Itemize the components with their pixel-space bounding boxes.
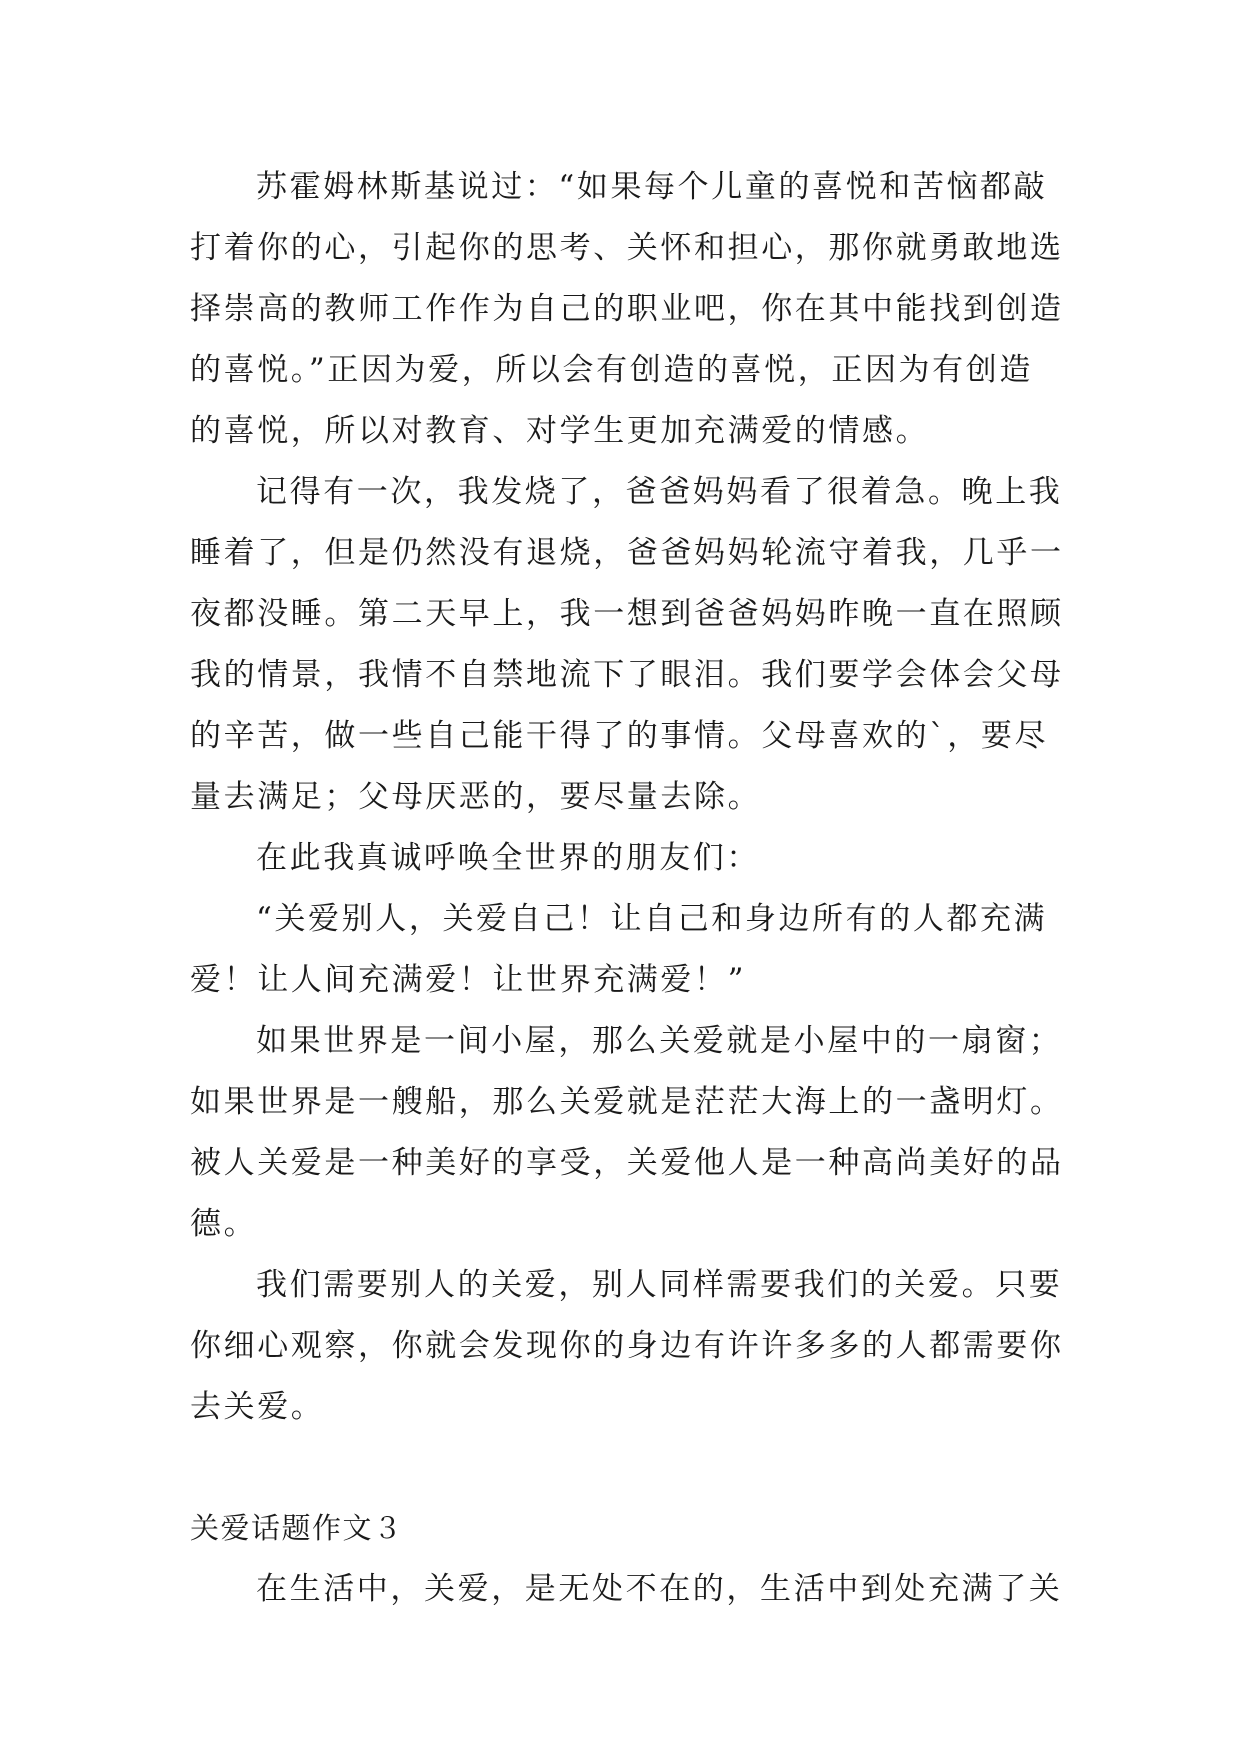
paragraph-1 — [190, 157, 1064, 462]
text-line: 择崇高的教师工作作为自己的职业吧，你在其中能找到创造 — [190, 291, 1064, 327]
paragraph-6 — [190, 1255, 1064, 1438]
text-line: 如果世界是一间小屋，那么关爱就是小屋中的一扇窗； — [256, 1023, 1063, 1059]
paragraph-2 — [190, 462, 1064, 828]
section-gap — [190, 1438, 1050, 1498]
text-line: 被人关爱是一种美好的享受，关爱他人是一种高尚美好的品 — [190, 1145, 1064, 1181]
text-line: 夜都没睡。第二天早上，我一想到爸爸妈妈昨晚一直在照顾 — [190, 596, 1064, 632]
text-line: 记得有一次，我发烧了，爸爸妈妈看了很着急。晚上我 — [256, 474, 1063, 510]
text-line: 量去满足；父母厌恶的，要尽量去除。 — [190, 779, 762, 815]
text-line: 如果世界是一艘船，那么关爱就是茫茫大海上的一盏明灯。 — [190, 1084, 1064, 1120]
text-line: 你细心观察，你就会发现你的身边有许许多多的人都需要你 — [190, 1328, 1064, 1364]
text-line: 我们需要别人的关爱，别人同样需要我们的关爱。只要 — [256, 1267, 1063, 1303]
text-line: 去关爱。 — [190, 1389, 325, 1425]
text-line: 的喜悦，所以对教育、对学生更加充满爱的情感。 — [190, 413, 930, 449]
text-line: 在此我真诚呼唤全世界的朋友们： — [256, 840, 760, 876]
text-line: “关爱别人，关爱自己！让自己和身边所有的人都充满 — [256, 901, 1048, 937]
text-line: 的辛苦，做一些自己能干得了的事情。父母喜欢的`，要尽 — [190, 718, 1049, 754]
text-line: 苏霍姆林斯基说过：“如果每个儿童的喜悦和苦恼都敲 — [256, 169, 1048, 205]
paragraph-5 — [190, 1011, 1064, 1255]
text-line: 睡着了，但是仍然没有退烧，爸爸妈妈轮流守着我，几乎一 — [190, 535, 1064, 571]
text-line: 打着你的心，引起你的思考、关怀和担心，那你就勇敢地选 — [190, 230, 1064, 266]
document-body — [190, 157, 1064, 1620]
text-line: 我的情景，我情不自禁地流下了眼泪。我们要学会体会父母 — [190, 657, 1064, 693]
text-line: 在生活中，关爱，是无处不在的，生活中到处充满了关 — [256, 1571, 1063, 1607]
paragraph-4-quote — [190, 889, 1050, 1011]
text-line: 的喜悦。”正因为爱，所以会有创造的喜悦，正因为有创造 — [190, 352, 1033, 388]
text-line: 爱！让人间充满爱！让世界充满爱！” — [190, 962, 747, 998]
text-line: 德。 — [190, 1206, 258, 1242]
paragraph-3 — [190, 828, 1050, 889]
paragraph-next-essay — [190, 1559, 1063, 1620]
section-heading: 关爱话题作文３ — [190, 1511, 404, 1545]
